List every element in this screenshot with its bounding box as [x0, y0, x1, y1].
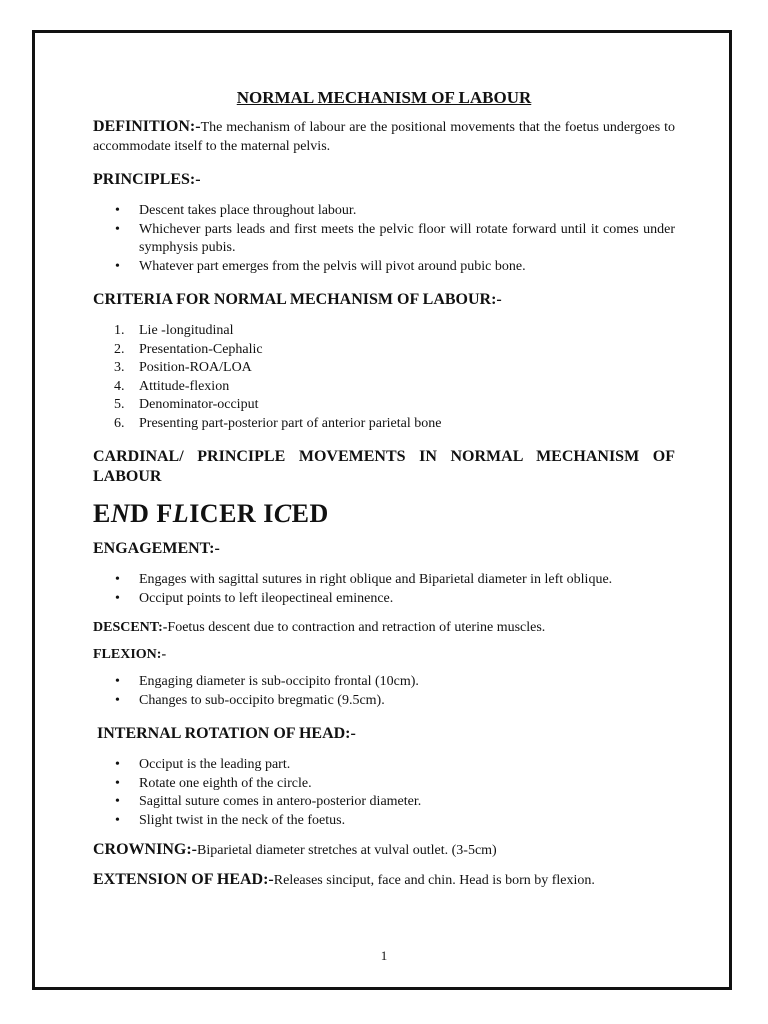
list-item: • Occiput points to left ileopectineal eminence.: [93, 590, 675, 609]
document-title: NORMAL MECHANISM OF LABOUR: [236, 88, 532, 107]
list-item: 6. Presenting part-posterior part of anterior parietal bone: [114, 415, 442, 431]
flexion-heading: FLEXION:-: [93, 647, 167, 662]
list-item: • Engages with sagittal sutures in right oblique and Biparietal diameter in left oblique.: [93, 571, 675, 590]
bullet-icon: •: [115, 590, 120, 606]
bullet-icon: •: [115, 692, 120, 708]
list-item: 1. Lie -longitudinal: [114, 323, 234, 338]
crowning-text: Biparietal diameter stretches at vulval outlet. (3-5cm): [197, 843, 497, 858]
definition-text: The mechanism of labour are the positional movements that the foetus undergoes to accommodate itself to the maternal pelvis.: [93, 120, 675, 154]
internal-rotation-heading: INTERNAL ROTATION OF HEAD:-: [97, 725, 356, 742]
mnemonic-end-flicer-iced: END FLICER ICED: [93, 499, 329, 528]
criteria-heading: CRITERIA FOR NORMAL MECHANISM OF LABOUR:-: [93, 291, 502, 308]
list-item: • Whichever parts leads and first meets the pelvic floor will rotate forward until it comes under symphysis pubis.: [115, 221, 675, 255]
list-item: • Descent takes place throughout labour.: [93, 202, 675, 221]
descent-paragraph: [93, 618, 675, 637]
crowning-paragraph: [93, 840, 675, 860]
internal-rotation-list: [93, 756, 675, 830]
engagement-heading: ENGAGEMENT:-: [93, 540, 220, 557]
bullet-icon: •: [115, 572, 120, 587]
principles-heading: PRINCIPLES:-: [93, 171, 201, 188]
list-item: 4. Attitude-flexion: [114, 378, 230, 394]
list-item: • Rotate one eighth of the circle.: [93, 775, 675, 794]
bullet-icon: •: [115, 221, 120, 237]
bullet-icon: •: [115, 674, 120, 689]
list-item: • Slight twist in the neck of the foetus.: [93, 812, 675, 831]
list-item: • Changes to sub-occipito bregmatic (9.5cm).: [93, 692, 675, 711]
list-item: • Whatever part emerges from the pelvis will pivot around pubic bone.: [93, 258, 675, 277]
principles-list: [93, 202, 675, 276]
document-body: [93, 88, 675, 890]
cardinal-movements-heading: CARDINAL/ PRINCIPLE MOVEMENTS IN NORMAL MECHANISM OF LABOUR: [93, 448, 675, 485]
list-item: 2. Presentation-Cephalic: [114, 341, 263, 357]
bullet-icon: •: [115, 203, 120, 218]
definition-label: DEFINITION:-: [93, 118, 201, 135]
list-item: 5. Denominator-occiput: [114, 397, 259, 412]
bullet-icon: •: [115, 812, 120, 828]
extension-paragraph: [93, 870, 675, 890]
engagement-list: [93, 571, 675, 608]
crowning-label: CROWNING:-: [93, 841, 197, 858]
page-number: 1: [380, 948, 388, 963]
flexion-list: [93, 673, 675, 710]
bullet-icon: •: [115, 775, 120, 791]
extension-text: Releases sinciput, face and chin. Head is born by flexion.: [273, 873, 595, 888]
list-item: • Occiput is the leading part.: [93, 756, 675, 775]
extension-label: EXTENSION OF HEAD:-: [93, 871, 274, 888]
descent-text: Foetus descent due to contraction and retraction of uterine muscles.: [167, 620, 546, 635]
list-item: • Sagittal suture comes in antero-posterior diameter.: [93, 793, 675, 812]
bullet-icon: •: [115, 258, 120, 274]
bullet-icon: •: [115, 757, 120, 772]
descent-label: DESCENT:-: [93, 620, 168, 635]
list-item: 3. Position-ROA/LOA: [114, 360, 252, 375]
definition-paragraph: [93, 117, 675, 156]
criteria-list: [93, 322, 675, 433]
bullet-icon: •: [115, 794, 120, 809]
list-item: • Engaging diameter is sub-occipito frontal (10cm).: [93, 673, 675, 692]
